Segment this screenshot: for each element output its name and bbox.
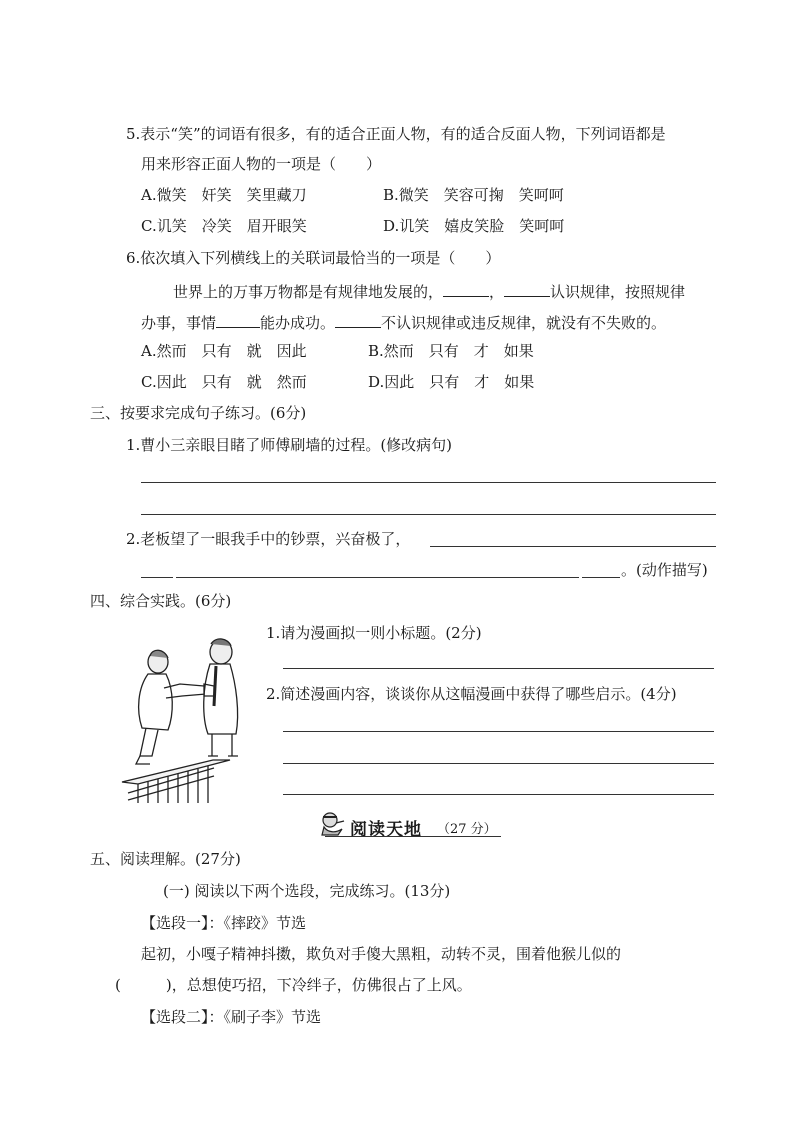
sec5-subheading: (一) 阅读以下两个选段，完成练习。(13分)	[163, 882, 451, 900]
q6-passage-text-a: 世界上的万事万物都是有规律地发展的，	[173, 283, 444, 301]
section-5-heading: 五、阅读理解。(27分)	[90, 850, 241, 868]
q6-option-d: D.因此 只有 才 如果	[368, 373, 535, 391]
section-4-heading: 四、综合实践。(6分)	[90, 592, 232, 610]
q6-passage-line1	[173, 280, 685, 302]
selection-1-fill-blank[interactable]: ( )	[115, 976, 172, 994]
sec3-q2-answer-line-1[interactable]	[430, 546, 716, 547]
section-3-heading: 三、按要求完成句子练习。(6分)	[90, 404, 307, 422]
selection-2-label: 【选段二】：《刷子李》节选	[141, 1008, 322, 1026]
sec4-q2-answer-line-3[interactable]	[283, 794, 714, 795]
reading-mascot-icon	[318, 811, 346, 837]
sec3-q2-answer-line-2c[interactable]	[582, 577, 620, 578]
selection-1-line2-text: ，总想使巧招，下冷绊子，仿佛很占了上风。	[171, 976, 472, 994]
q6-passage-text-b: ，	[489, 283, 505, 301]
reading-section-banner-title: 阅读天地	[350, 820, 422, 840]
q5-stem-line2: 用来形容正面人物的一项是（ ）	[141, 155, 382, 173]
sec3-q2-tail: 。(动作描写)	[621, 561, 708, 579]
sec3-q2-answer-line-2b[interactable]	[176, 577, 579, 578]
sec3-q2: 2.老板望了一眼我手中的钞票，兴奋极了，	[126, 530, 411, 548]
q6-passage-text-e: 能办成功。	[260, 314, 336, 332]
q6-blank-2[interactable]	[504, 280, 550, 297]
selection-1-label: 【选段一】：《摔跤》节选	[141, 914, 307, 932]
q6-passage-text-f: 不认识规律或违反规律，就没有不失败的。	[381, 314, 667, 332]
q6-stem: 6.依次填入下列横线上的关联词最恰当的一项是（ ）	[126, 249, 501, 267]
sec3-q1-answer-line-1[interactable]	[141, 482, 716, 483]
sec4-q2-answer-line-2[interactable]	[283, 763, 714, 764]
q5-option-c: C.讥笑 冷笑 眉开眼笑	[141, 217, 307, 235]
sec4-q2-answer-line-1[interactable]	[283, 731, 714, 732]
banner-underline	[325, 836, 501, 837]
q6-passage-text-c: 认识规律，按照规律	[550, 283, 686, 301]
sec4-q1: 1.请为漫画拟一则小标题。(2分)	[266, 624, 482, 642]
q6-blank-4[interactable]	[335, 311, 381, 328]
sec4-q1-answer-line[interactable]	[283, 668, 714, 669]
sec3-q2-answer-line-2a[interactable]	[141, 577, 173, 578]
q6-blank-1[interactable]	[443, 280, 489, 297]
selection-1-line1: 起初，小嘎子精神抖擞，欺负对手傻大黑粗，动转不灵，围着他猴儿似的	[141, 945, 622, 963]
q6-passage-line2	[141, 311, 666, 333]
reading-section-banner-score: （27 分）	[437, 822, 497, 837]
q6-option-c: C.因此 只有 就 然而	[141, 373, 307, 391]
sec3-q1: 1.曹小三亲眼目睹了师傅刷墙的过程。(修改病句)	[126, 436, 453, 454]
sec4-q2: 2.简述漫画内容，谈谈你从这幅漫画中获得了哪些启示。(4分)	[266, 685, 677, 703]
q6-blank-3[interactable]	[216, 311, 260, 328]
q6-passage-text-d: 办事，事情	[141, 314, 217, 332]
selection-1-line2	[115, 975, 472, 995]
q6-option-b: B.然而 只有 才 如果	[368, 342, 534, 360]
q5-stem-line1: 5.表示“笑”的词语有很多，有的适合正面人物，有的适合反面人物，下列词语都是	[126, 125, 666, 143]
q5-option-a: A.微笑 奸笑 笑里藏刀	[141, 186, 307, 204]
q6-option-a: A.然而 只有 就 因此	[141, 342, 307, 360]
q5-option-d: D.讥笑 嬉皮笑脸 笑呵呵	[383, 217, 565, 235]
comic-illustration	[118, 628, 253, 803]
q5-option-b: B.微笑 笑容可掬 笑呵呵	[383, 186, 564, 204]
sec3-q1-answer-line-2[interactable]	[141, 514, 716, 515]
